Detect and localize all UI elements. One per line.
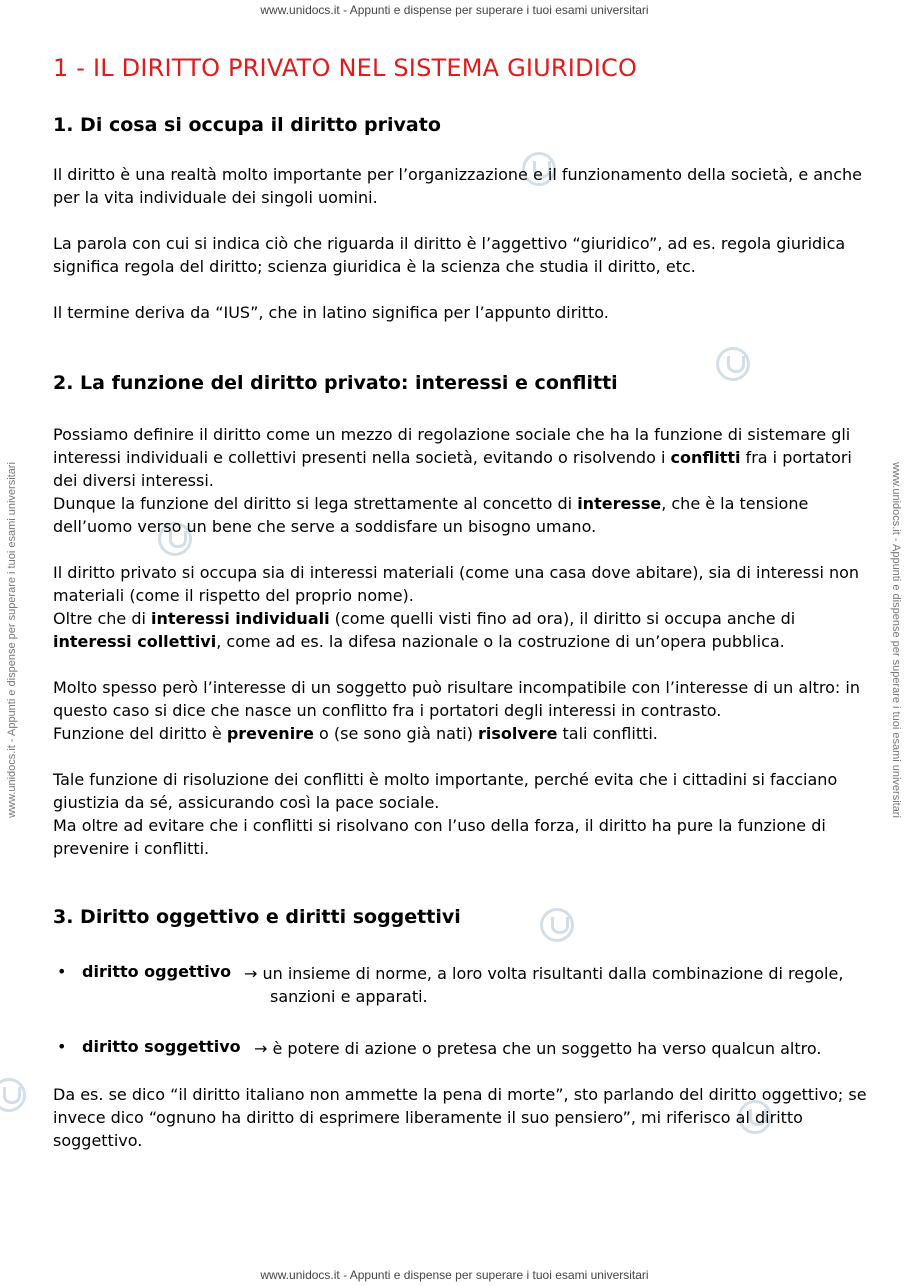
unidocs-logo-icon — [540, 908, 574, 942]
list-item-definition: sanzioni e apparati. — [270, 987, 428, 1006]
bullet-icon: • — [57, 1037, 67, 1056]
list-item-definition: → è potere di azione o pretesa che un soggetto ha verso qualcun altro. — [254, 1039, 822, 1058]
paragraph: Molto spesso però l’interesse di un soggetto può risultare incompatibile con l’interesse di un altro: in questo caso si dice che nasce un conflitto fra i portatori degli interessi in contrasto. Funzione del diritto è prevenire o (se sono già nati) risolvere tali conflitti. — [53, 678, 860, 743]
paragraph: Il diritto è una realtà molto importante per l’organizzazione e il funzionamento della società, e anche per la vita individuale dei singoli uomini. — [53, 165, 862, 207]
side-watermark-right: www.unidocs.it - Appunti e dispense per superare i tuoi esami universitari — [890, 462, 902, 818]
paragraph: Il termine deriva da “IUS”, che in latino significa per l’appunto diritto. — [53, 303, 609, 322]
list-item-term: diritto soggettivo — [82, 1037, 241, 1056]
list-item-definition: → un insieme di norme, a loro volta risultanti dalla combinazione di regole, — [244, 964, 844, 983]
section-heading: 2. La funzione del diritto privato: interessi e conflitti — [53, 372, 618, 394]
list-item-term: diritto oggettivo — [82, 962, 232, 981]
paragraph: Possiamo definire il diritto come un mezzo di regolazione sociale che ha la funzione di sistemare gli interessi individuali e collettivi presenti nella società, evitando o risolvendo i conflitti fra i portatori dei diversi interessi. Dunque la funzione del diritto si lega strettamente al concetto di interesse, che è la tensione dell’uomo verso un bene che serve a soddisfare un bisogno umano. — [53, 425, 852, 536]
section-heading: 3. Diritto oggettivo e diritti soggettivi — [53, 906, 461, 928]
paragraph: Da es. se dico “il diritto italiano non ammette la pena di morte”, sto parlando del diritto oggettivo; se invece dico “ognuno ha diritto di esprimere liberamente il suo pensiero”, mi riferisco al diritto soggettivo. — [53, 1085, 867, 1150]
page-title: 1 - IL DIRITTO PRIVATO NEL SISTEMA GIURIDICO — [53, 54, 638, 82]
paragraph: Tale funzione di risoluzione dei conflitti è molto importante, perché evita che i cittadini si facciano giustizia da sé, assicurando così la pace sociale. Ma oltre ad evitare che i conflitti si risolvano con l’uso della forza, il diritto ha pure la funzione di prevenire i conflitti. — [53, 770, 838, 858]
paragraph: La parola con cui si indica ciò che riguarda il diritto è l’aggettivo “giuridico”, ad es. regola giuridica significa regola del diritto; scienza giuridica è la scienza che studia il diritto, etc. — [53, 234, 846, 276]
side-watermark-left: www.unidocs.it - Appunti e dispense per superare i tuoi esami universitari — [6, 462, 18, 818]
unidocs-logo-icon — [0, 1078, 26, 1112]
header-watermark: www.unidocs.it - Appunti e dispense per superare i tuoi esami universitari — [260, 3, 649, 17]
section-heading: 1. Di cosa si occupa il diritto privato — [53, 114, 441, 136]
paragraph: Il diritto privato si occupa sia di interessi materiali (come una casa dove abitare), sia di interessi non materiali (come il rispetto del proprio nome). Oltre che di interessi individuali (come quelli visti fino ad ora), il diritto si occupa anche di interessi collettivi, come ad es. la difesa nazionale o la costruzione di un’opera pubblica. — [53, 563, 860, 651]
bullet-icon: • — [57, 962, 67, 981]
footer-watermark: www.unidocs.it - Appunti e dispense per superare i tuoi esami universitari — [260, 1268, 649, 1282]
unidocs-logo-icon — [716, 347, 750, 381]
